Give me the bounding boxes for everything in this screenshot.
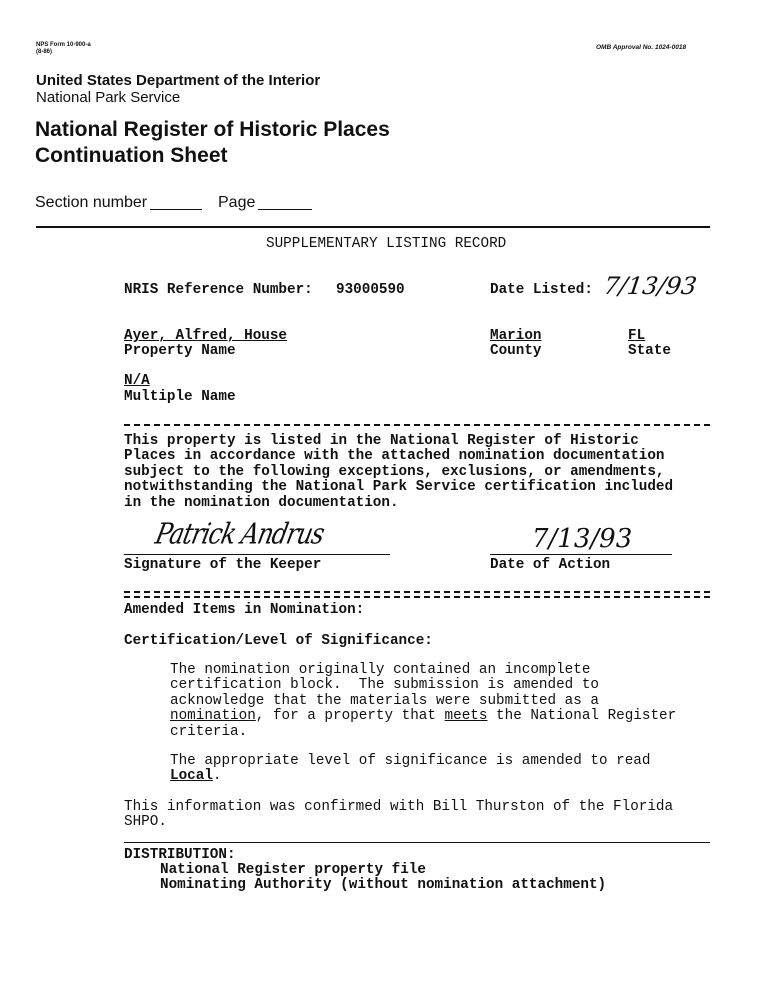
certification-heading: Certification/Level of Significance: bbox=[124, 633, 433, 649]
section-number-label: Section number bbox=[35, 194, 148, 211]
form-date: (8-86) bbox=[36, 49, 53, 55]
date-listed-label: Date Listed: bbox=[490, 282, 593, 298]
property-name-label: Property Name bbox=[124, 343, 236, 359]
multiple-name-value: N/A bbox=[124, 373, 150, 389]
header-rule bbox=[36, 226, 710, 228]
double-divider-top bbox=[124, 591, 710, 593]
property-name-value: Ayer, Alfred, House bbox=[124, 328, 288, 344]
paragraph-text: the National Register bbox=[487, 708, 677, 725]
section-number-blank bbox=[150, 209, 202, 210]
record-heading: SUPPLEMENTARY LISTING RECORD bbox=[266, 236, 507, 252]
paragraph-line: SHPO. bbox=[124, 814, 167, 831]
dashed-divider bbox=[124, 424, 710, 426]
distribution-heading: DISTRIBUTION: bbox=[124, 847, 236, 863]
state-label: State bbox=[628, 343, 671, 359]
double-divider-bottom bbox=[124, 596, 710, 598]
nris-label: NRIS Reference Number: bbox=[124, 282, 313, 298]
page-label: Page bbox=[218, 194, 256, 211]
statement-line: notwithstanding the National Park Service certification included bbox=[124, 479, 674, 496]
page-title: National Register of Historic Places bbox=[35, 118, 390, 141]
page-blank bbox=[258, 209, 312, 210]
action-date-line bbox=[490, 554, 672, 555]
confirmation-paragraph bbox=[124, 800, 673, 831]
distribution-item: National Register property file bbox=[160, 862, 426, 878]
statement-line: This property is listed in the National Register of Historic bbox=[124, 433, 639, 449]
paragraph-line: criteria. bbox=[170, 723, 248, 740]
omb-approval: OMB Approval No. 1024-0018 bbox=[596, 44, 687, 51]
multiple-name-label: Multiple Name bbox=[124, 389, 236, 405]
paragraph-text: . bbox=[212, 768, 222, 785]
distribution-item: Nominating Authority (without nomination attachment) bbox=[160, 877, 607, 893]
listing-statement bbox=[124, 434, 673, 511]
paragraph-line: The nomination originally contained an incomplete bbox=[170, 662, 591, 678]
statement-line: Places in accordance with the attached nomination documentation bbox=[124, 448, 665, 465]
paragraph-line: certification block. The submission is amended to bbox=[170, 677, 599, 694]
amended-items-heading: Amended Items in Nomination: bbox=[124, 602, 365, 618]
distribution-rule bbox=[124, 842, 710, 843]
statement-line: in the nomination documentation. bbox=[124, 494, 399, 511]
paragraph-text: , for a property that bbox=[255, 708, 445, 725]
statement-line: subject to the following exceptions, exclusions, or amendments, bbox=[124, 463, 665, 480]
county-value: Marion bbox=[490, 328, 542, 344]
underlined-term: meets bbox=[444, 708, 488, 725]
date-listed-handwritten: 7/13/93 bbox=[602, 272, 699, 300]
amendment-paragraph-2 bbox=[170, 754, 650, 785]
underlined-term: nomination bbox=[170, 708, 256, 725]
amendment-paragraph-1 bbox=[170, 663, 676, 740]
state-value: FL bbox=[628, 328, 646, 344]
signature-line bbox=[124, 554, 390, 555]
paragraph-line: acknowledge that the materials were submitted as a bbox=[170, 692, 599, 709]
paragraph-line: The appropriate level of significance is amended to read bbox=[170, 753, 651, 769]
service-name: National Park Service bbox=[36, 89, 181, 106]
action-date-handwritten: 7/13/93 bbox=[532, 524, 633, 554]
form-number: NPS Form 10-900-a bbox=[36, 42, 91, 48]
keeper-signature: Patrick Andrus bbox=[152, 517, 327, 551]
keeper-label: Signature of the Keeper bbox=[124, 557, 322, 573]
county-label: County bbox=[490, 343, 542, 359]
paragraph-line: This information was confirmed with Bill Thurston of the Florida bbox=[124, 799, 674, 815]
page-subtitle: Continuation Sheet bbox=[35, 144, 228, 167]
nris-value: 93000590 bbox=[336, 282, 405, 298]
significance-level: Local bbox=[170, 768, 213, 785]
action-date-label: Date of Action bbox=[490, 557, 611, 573]
department-name: United States Department of the Interior bbox=[36, 72, 321, 89]
